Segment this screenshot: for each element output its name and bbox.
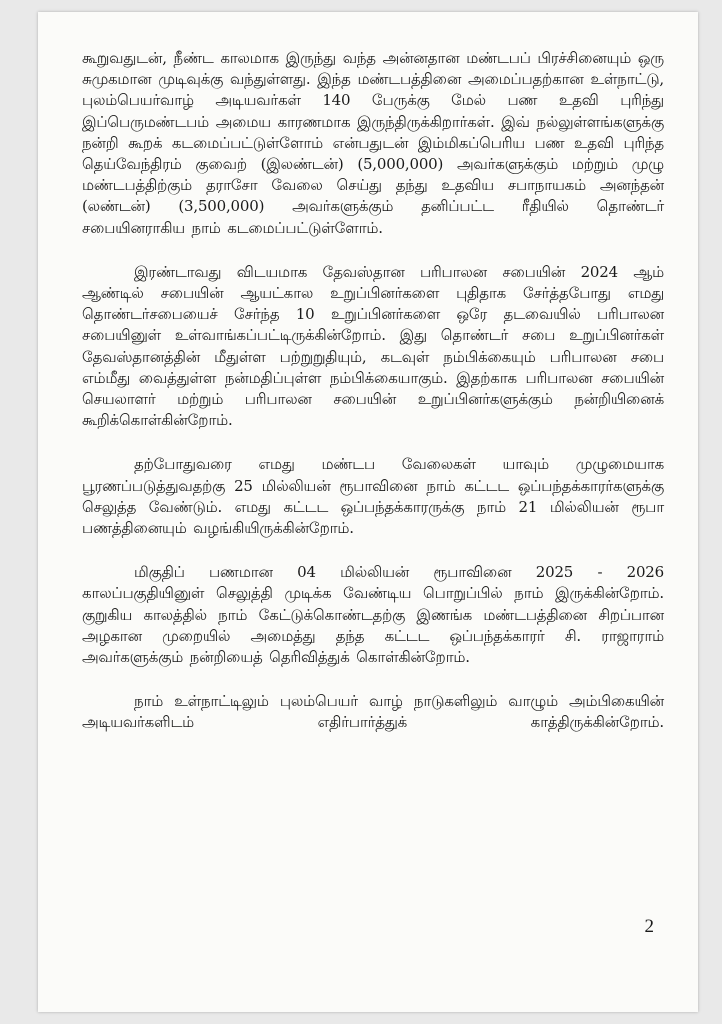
page-number: 2 <box>644 916 654 937</box>
paragraph-closing-appeal: நாம் உள்நாட்டிலும் புலம்பெயர் வாழ் நாடுகளிலும் வாழும் அம்பிகையின் அடியவர்களிடம் எதிர்பார்த்துக் காத்திருக்கின்றோம். <box>82 692 664 732</box>
paragraph-payment-status: தற்போதுவரை எமது மண்டப வேலைகள் யாவும் முழுமையாக பூரணப்படுத்துவதற்கு 25 மில்லியன் ரூபாவினை நாம் கட்டட ஒப்பந்தக்காரர்களுக்கு செலுத்த வேண்டும். எமது கட்டட ஒப்பந்தக்காரருக்கு நாம் 21 மில்லியன் ரூபா பணத்தினையும் வழங்கியிருக்கின்றோம். <box>82 455 664 538</box>
document-page <box>38 12 698 1012</box>
paragraph-committee-members: இரண்டாவது விடயமாக தேவஸ்தான பரிபாலன சபையின் 2024 ஆம் ஆண்டில் சபையின் ஆயட்கால உறுப்பினர்களை புதிதாக சேர்த்தபோது எமது தொண்டர்சபையைச் சேர்ந்த 10 உறுப்பினர்களை ஒரே தடவையில் பரிபாலன சபையினுள் உள்வாங்கப்பட்டிருக்கின்றோம். இது தொண்டர் சபை உறுப்பினர்கள் தேவஸ்தானத்தின் மீதுள்ள பற்றுறுதியும், கடவுள் நம்பிக்கையும் பரிபாலன சபை எம்மீது வைத்துள்ள நன்மதிப்புள்ள நம்பிக்கையாகும். இதற்காக பரிபாலன சபையின் செயலாளர் மற்றும் பரிபாலன சபையின் உறுப்பினர்களுக்கும் நன்றியினைக் கூறிக்கொள்கின்றோம். <box>82 262 664 430</box>
paragraph-mandapam-thanks: கூறுவதுடன், நீண்ட காலமாக இருந்து வந்த அன்னதான மண்டபப் பிரச்சினையும் ஒரு சுமுகமான முடிவுக்கு வந்துள்ளது. இந்த மண்டபத்தினை அமைப்பதற்கான உள்நாட்டு, புலம்பெயர்வாழ் அடியவர்கள் 140 பேருக்கு மேல் பண உதவி புரிந்து இப்பெருமண்டபம் அமைய காரணமாக இருந்திருக்கிறார்கள். இவ் நல்லுள்ளங்களுக்கு நன்றி கூறக் கடமைப்பட்டுள்ளோம் என்பதுடன் இம்மிகப்பெரிய பண உதவி புரிந்த தெய்வேந்திரம் குவைற் (இலண்டன்) (5,000,000) அவர்களுக்கும் மற்றும் முழு மண்டபத்திற்கும் தராசோ வேலை செய்து தந்து உதவிய சபாநாயகம் அனந்தன் (லண்டன்) (3,500,000) அவர்களுக்கும் தனிப்பட்ட ரீதியில் தொண்டர் சபையினராகிய நாம் கடமைப்பட்டுள்ளோம். <box>82 49 664 237</box>
paragraph-remaining-balance: மிகுதிப் பணமான 04 மில்லியன் ரூபாவினை 2025 - 2026 காலப்பகுதியினுள் செலுத்தி முடிக்க வேண்டிய பொறுப்பில் நாம் இருக்கின்றோம். குறுகிய காலத்தில் நாம் கேட்டுக்கொண்டதற்கு இணங்க மண்டபத்தினை சிறப்பான அழகான முறையில் அமைத்து தந்த கட்டட ஒப்பந்தக்காரர் சி. ராஜாராம் அவர்களுக்கும் நன்றியைத் தெரிவித்துக் கொள்கின்றோம். <box>82 563 664 667</box>
body-text <box>82 48 664 757</box>
